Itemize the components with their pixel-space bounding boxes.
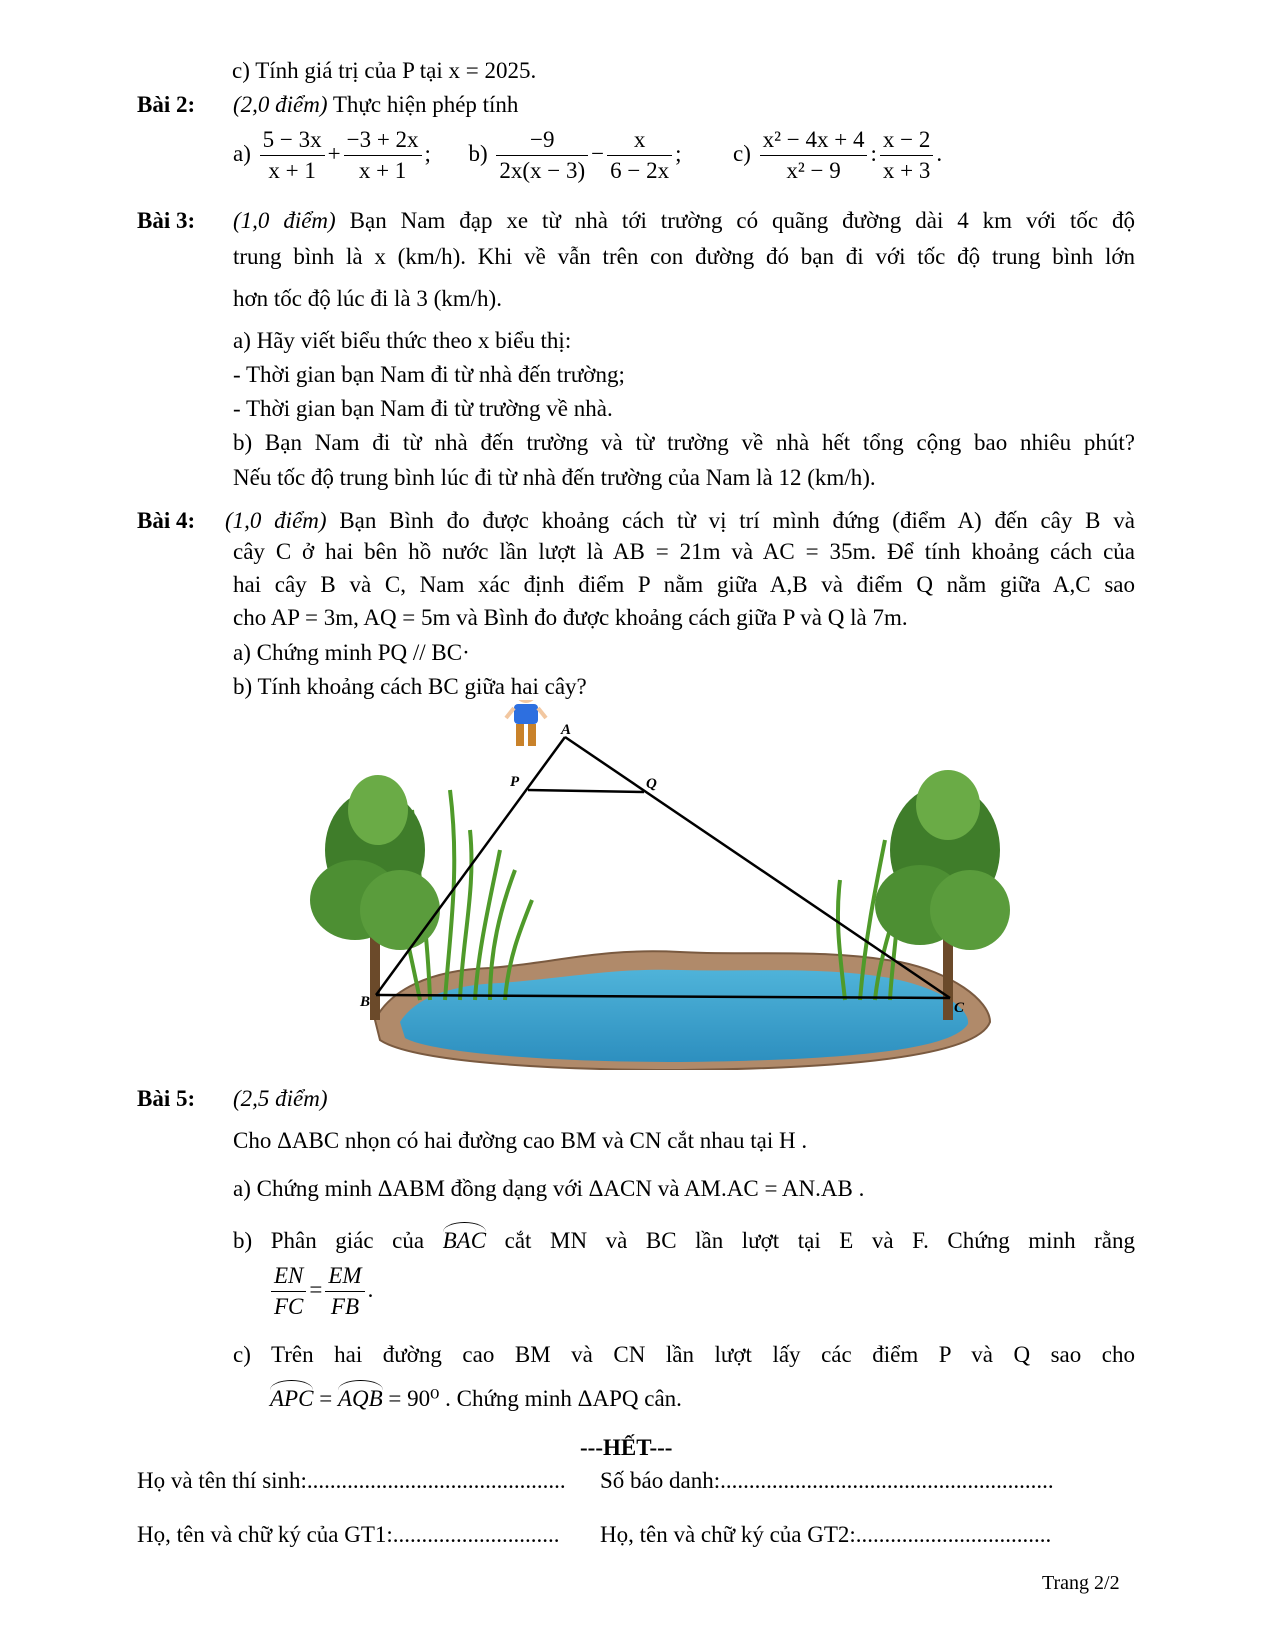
- b2-a-label: a): [233, 141, 251, 167]
- b3-line-3: hơn tốc độ lúc đi là 3 (km/h).: [233, 286, 502, 311]
- b5-part-b: [233, 1222, 1135, 1254]
- b2-c-operator: :: [870, 141, 877, 167]
- footer-gt1: Họ, tên và chữ ký của GT1:.............................: [137, 1522, 560, 1547]
- fraction-numerator: 5 − 3x: [260, 126, 325, 156]
- b2-points: (2,0 điểm): [233, 92, 328, 117]
- b5-b-pre: b) Phân giác của: [233, 1228, 425, 1253]
- b5-equals: =: [309, 1277, 323, 1303]
- fraction-denominator: x + 1: [268, 157, 316, 183]
- b5-part-c-2: [270, 1380, 682, 1412]
- b5-fraction-1: [271, 1262, 306, 1322]
- b5-b-end: .: [367, 1277, 374, 1303]
- b5-label: Bài 5:: [137, 1086, 196, 1111]
- b5-b-equation: [268, 1262, 373, 1322]
- b2-separator: ;: [424, 141, 431, 167]
- fraction-denominator: x² − 9: [786, 157, 841, 183]
- b2-exercises: [233, 126, 942, 186]
- b5-points: (2,5 điểm): [233, 1086, 328, 1111]
- footer-candidate-name: Họ và tên thí sinh:.............................................: [137, 1468, 566, 1493]
- b4-label: Bài 4:: [137, 508, 196, 533]
- b2-a-fraction-1: [260, 126, 325, 186]
- label-a: A: [561, 722, 572, 738]
- b5-intro: Cho ΔABC nhọn có hai đường cao BM và CN cắt nhau tại H .: [233, 1128, 808, 1153]
- b5-fraction-2: [325, 1262, 364, 1322]
- b2-separator: ;: [675, 141, 682, 167]
- footer-candidate-number: Số báo danh:..........................................................: [600, 1468, 1054, 1493]
- b2-label: Bài 2:: [137, 92, 196, 117]
- b5-b-post: cắt MN và BC lần lượt tại E và F. Chứng minh rằng: [504, 1228, 1136, 1253]
- b2-b-operator: −: [591, 141, 605, 167]
- b5-c-equals: =: [319, 1386, 333, 1411]
- b4-line-3: hai cây B và C, Nam xác định điểm P nằm giữa A,B và điểm Q nằm giữa A,C sao: [233, 572, 1135, 597]
- b3-part-a: a) Hãy viết biểu thức theo x biểu thị:: [233, 328, 572, 353]
- fraction-denominator: 2x(x − 3): [499, 157, 586, 183]
- b2-c-fraction-1: [760, 126, 868, 186]
- b2-b-label: b): [468, 141, 488, 167]
- fraction-numerator: −3 + 2x: [344, 126, 422, 156]
- segment-pq: [528, 790, 644, 792]
- b4-part-a: a) Chứng minh PQ // BC·: [233, 640, 470, 665]
- b2-b-fraction-1: [496, 126, 588, 186]
- b2-a-operator: +: [327, 141, 341, 167]
- fraction-numerator: x: [607, 126, 672, 156]
- fraction-denominator: FB: [330, 1293, 360, 1319]
- b4-line-2: cây C ở hai bên hồ nước lần lượt là AB = 21m và AC = 35m. Để tính khoảng cách của: [233, 539, 1135, 564]
- fraction-denominator: x + 3: [882, 157, 931, 183]
- label-p: P: [510, 774, 520, 790]
- b3-part-a-1: - Thời gian bạn Nam đi từ nhà đến trường;: [233, 362, 625, 387]
- b5-part-a: a) Chứng minh ΔABM đồng dạng với ΔACN và AM.AC = AN.AB .: [233, 1176, 865, 1201]
- b4-line-1: [225, 508, 1135, 534]
- fraction-denominator: FC: [274, 1293, 304, 1319]
- b2-b-fraction-2: [607, 126, 672, 186]
- b5-part-c-1: c) Trên hai đường cao BM và CN lần lượt lấy các điểm P và Q sao cho: [233, 1342, 1135, 1367]
- footer-gt2: Họ, tên và chữ ký của GT2:..................................: [600, 1522, 1052, 1547]
- b3-line-1: [233, 208, 1135, 234]
- boy-figure: [506, 700, 546, 746]
- b4-part-b: b) Tính khoảng cách BC giữa hai cây?: [233, 674, 587, 699]
- end-mark: ---HẾT---: [580, 1435, 673, 1460]
- angle-aqb: AQB: [338, 1380, 383, 1412]
- page-number: Trang 2/2: [1042, 1572, 1120, 1594]
- b4-line-1-text: Bạn Bình đo được khoảng cách từ vị trí mình đứng (điểm A) đến cây B và: [339, 508, 1135, 533]
- b3-label: Bài 3:: [137, 208, 196, 233]
- b2-heading: [233, 92, 518, 118]
- fraction-numerator: EM: [325, 1262, 364, 1292]
- fraction-numerator: x² − 4x + 4: [760, 126, 868, 156]
- b3-part-b-1: b) Bạn Nam đi từ nhà đến trường và từ trường về nhà hết tổng cộng bao nhiêu phút?: [233, 430, 1135, 455]
- b2-c-fraction-2: [880, 126, 933, 186]
- pond-triangle-figure: [300, 700, 1020, 1070]
- b2-a-fraction-2: [344, 126, 422, 186]
- b2-end: .: [936, 141, 943, 167]
- b1-part-c: c) Tính giá trị của P tại x = 2025.: [232, 58, 537, 83]
- label-b: B: [360, 994, 371, 1010]
- label-q: Q: [646, 776, 657, 792]
- b3-line-1-text: Bạn Nam đạp xe từ nhà tới trường có quãng đường dài 4 km với tốc độ: [349, 208, 1136, 233]
- b2-desc: Thực hiện phép tính: [332, 92, 519, 117]
- fraction-denominator: x + 1: [358, 157, 407, 183]
- b5-c-post: = 90⁰ . Chứng minh ΔAPQ cân.: [388, 1386, 682, 1411]
- fraction-denominator: 6 − 2x: [610, 157, 670, 183]
- b3-part-b-2: Nếu tốc độ trung bình lúc đi từ nhà đến trường của Nam là 12 (km/h).: [233, 465, 876, 490]
- fraction-numerator: x − 2: [880, 126, 933, 156]
- b3-part-a-2: - Thời gian bạn Nam đi từ trường về nhà.: [233, 396, 613, 421]
- b4-line-4: cho AP = 3m, AQ = 5m và Bình đo được khoảng cách giữa P và Q là 7m.: [233, 605, 908, 630]
- b4-points: (1,0 điểm): [225, 508, 327, 533]
- b3-line-2: trung bình là x (km/h). Khi về vẫn trên con đường đó bạn đi với tốc độ trung bình lớn: [233, 244, 1135, 269]
- angle-apc: APC: [270, 1380, 313, 1412]
- fraction-numerator: EN: [271, 1262, 306, 1292]
- fraction-numerator: −9: [496, 126, 588, 156]
- b2-c-label: c): [733, 141, 751, 167]
- b3-points: (1,0 điểm): [233, 208, 336, 233]
- angle-bac: BAC: [443, 1222, 486, 1254]
- label-c: C: [954, 1000, 965, 1016]
